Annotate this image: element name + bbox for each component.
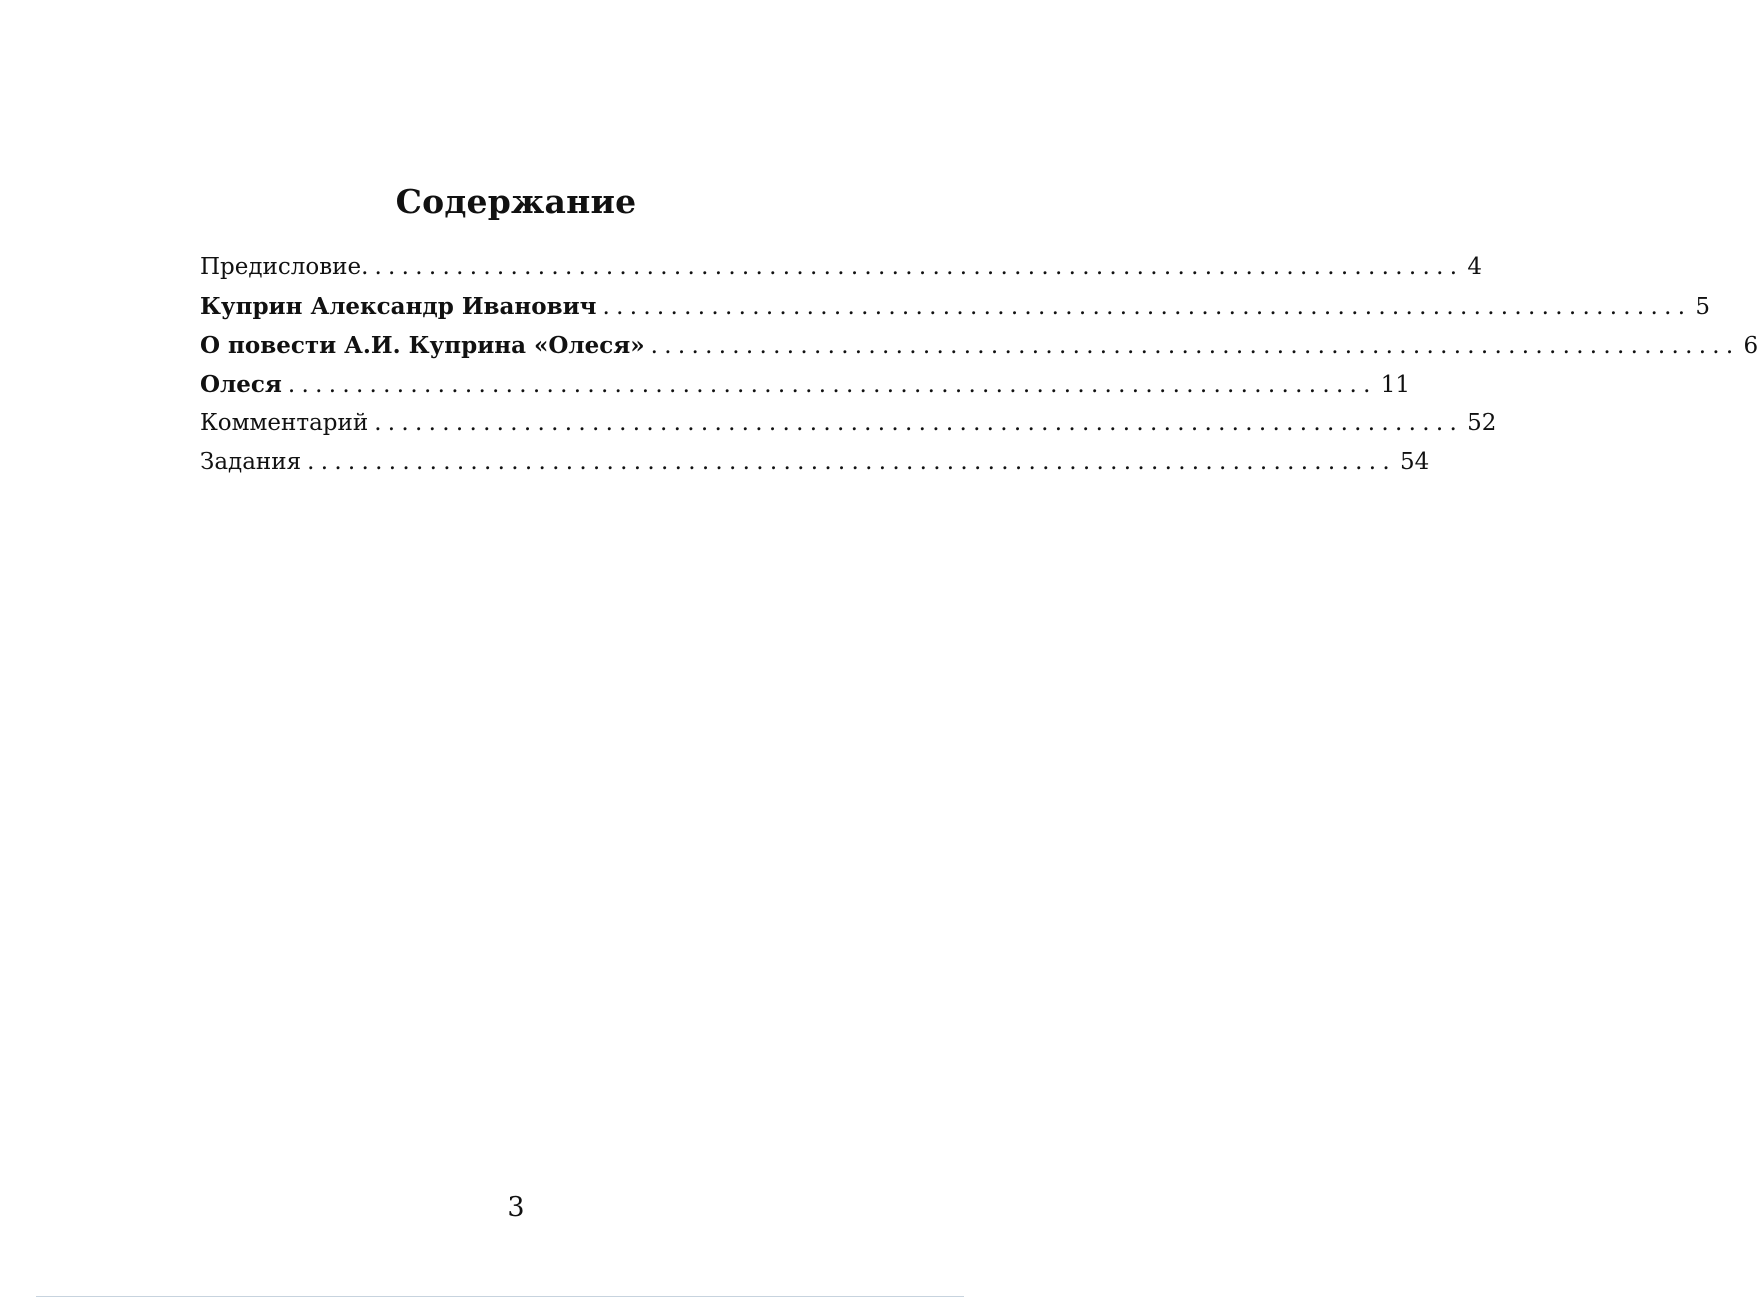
toc-entry-page: 52 [1467,410,1497,436]
toc-entry-page: 5 [1695,294,1711,320]
toc-leader-dots: ................................................................................ [602,294,1692,320]
toc-entry [200,371,1411,410]
toc-leader-dots: ................................................................................ [374,410,1464,436]
toc-entry-label: Предисловие. [200,254,369,280]
toc-entry-label: О повести А.И. Куприна «Олеся» [200,332,645,359]
page-title: Содержание [395,182,637,221]
page-bottom-divider [36,1296,964,1297]
toc-entry [200,293,1711,332]
toc-entry-page: 4 [1467,254,1482,280]
toc-entry-label: Куприн Александр Иванович [200,293,597,320]
toc-entry [200,332,1758,371]
toc-entry-label: Олеся [200,371,282,398]
toc-entry-page: 54 [1399,449,1430,475]
table-of-contents [200,254,1758,488]
toc-leader-dots: ................................................................................ [650,333,1740,359]
toc-leader-dots: ................................................................................ [287,372,1377,398]
toc-entry-label: Задания [200,449,302,475]
toc-entry [200,254,1482,293]
toc-entry-page: 11 [1380,372,1411,398]
toc-entry-page: 6 [1743,333,1758,359]
toc-leader-dots: ................................................................................ [307,449,1396,475]
page-number: 3 [507,1192,525,1223]
toc-leader-dots: ................................................................................ [374,254,1464,280]
toc-entry-label: Комментарий [200,410,369,436]
toc-entry [200,410,1497,449]
toc-entry [200,449,1430,488]
